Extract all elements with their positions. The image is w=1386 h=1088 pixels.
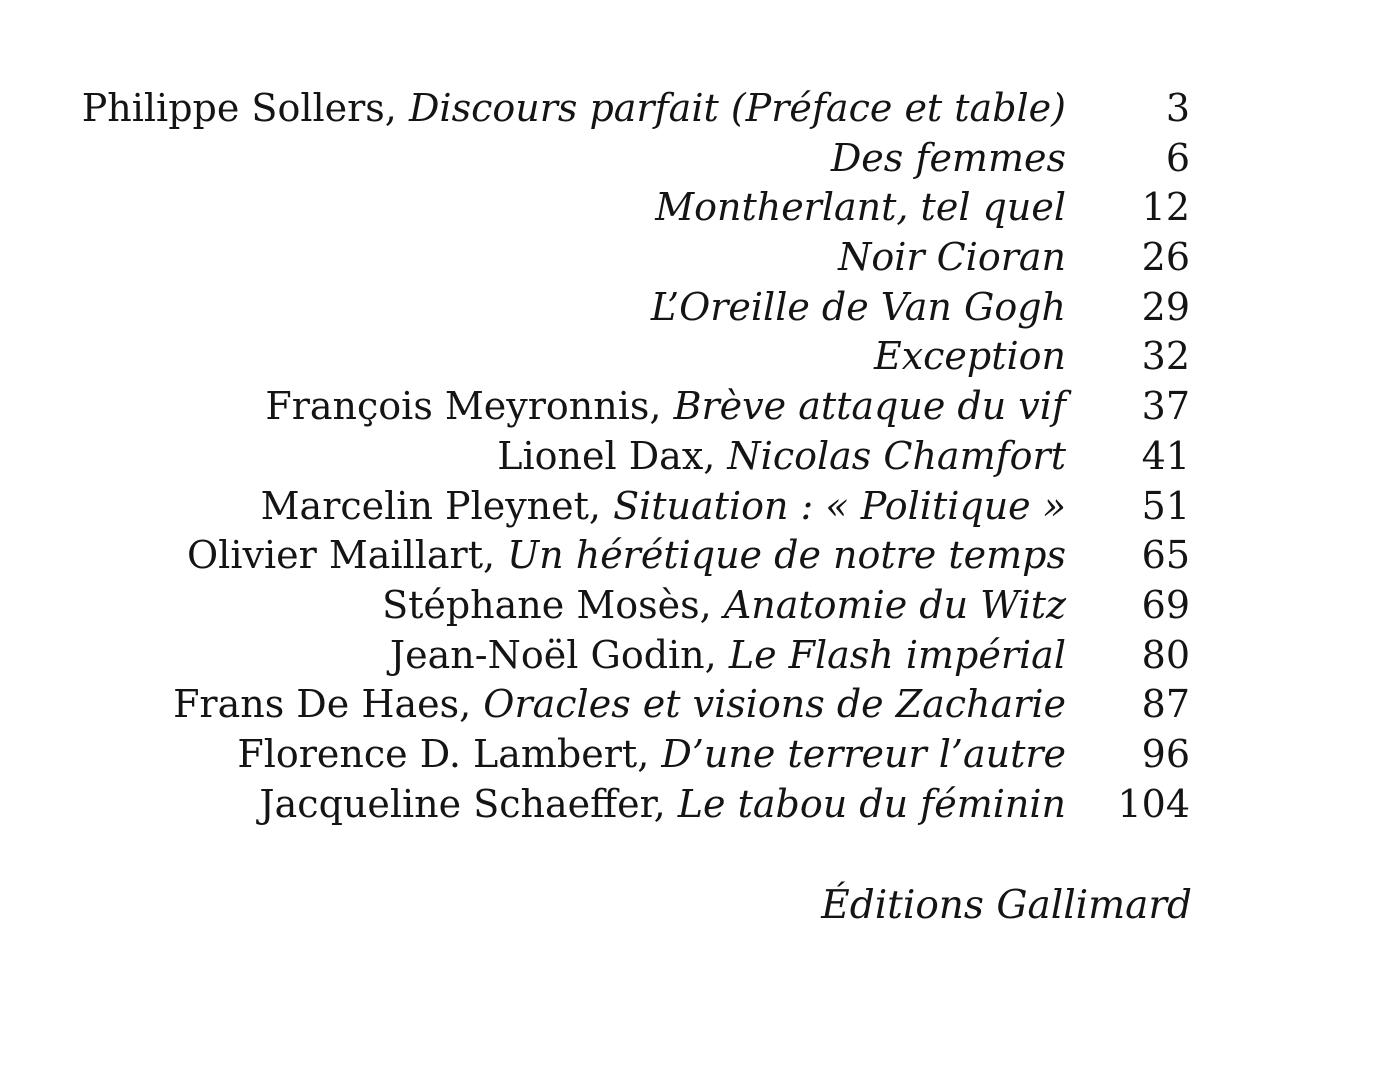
- toc-title: Situation : « Politique »: [613, 483, 1066, 528]
- toc-row: [0, 581, 1386, 631]
- toc-separator: ,: [588, 483, 614, 528]
- toc-entry: [259, 780, 1066, 830]
- toc-title: Oracles et visions de Zacharie: [483, 682, 1066, 727]
- toc-page-number: 37: [1141, 384, 1190, 429]
- toc-entry: [838, 233, 1066, 283]
- toc-entry: [82, 84, 1066, 134]
- toc-title: Le tabou du féminin: [677, 781, 1066, 826]
- toc-separator: ,: [649, 384, 674, 429]
- toc-author: François Meyronnis: [265, 384, 650, 429]
- toc-author: Marcelin Pleynet: [260, 483, 589, 528]
- toc-entry: [831, 134, 1066, 184]
- toc-title: Montherlant, tel quel: [655, 185, 1066, 230]
- toc-page-number: 80: [1141, 632, 1190, 677]
- toc-page-number: 87: [1141, 682, 1190, 727]
- toc-title: Des femmes: [830, 135, 1066, 180]
- toc-row: [0, 730, 1386, 780]
- toc-entry: [261, 482, 1066, 532]
- toc-separator: ,: [482, 533, 508, 578]
- toc-page-number: 26: [1141, 235, 1190, 280]
- toc-author: Olivier Maillart: [187, 533, 483, 578]
- toc-separator: ,: [704, 632, 729, 677]
- toc-row: [0, 531, 1386, 581]
- toc-page-number: 6: [1165, 135, 1190, 180]
- toc-page-number: 41: [1141, 433, 1190, 478]
- toc-title: D’une terreur l’autre: [661, 731, 1066, 776]
- toc-title: Anatomie du Witz: [723, 582, 1066, 627]
- toc-row: [0, 84, 1386, 134]
- toc-entry: [187, 531, 1066, 581]
- toc-title: Brève attaque du vif: [673, 384, 1066, 429]
- toc-separator: ,: [703, 433, 728, 478]
- toc-entry: [382, 581, 1066, 631]
- toc-separator: ,: [384, 86, 409, 130]
- toc-row: [0, 183, 1386, 233]
- toc-page-number: 12: [1141, 185, 1190, 230]
- toc-entry: [497, 432, 1066, 482]
- toc-title: L’Oreille de Van Gogh: [650, 284, 1066, 329]
- toc-page-number: 32: [1141, 334, 1190, 379]
- toc-page-number: 96: [1141, 731, 1190, 776]
- table-of-contents: [0, 84, 1386, 829]
- toc-entry: [874, 332, 1066, 382]
- toc-separator: ,: [699, 582, 724, 627]
- toc-row: [0, 680, 1386, 730]
- toc-page-number: 51: [1141, 483, 1190, 528]
- toc-row: [0, 283, 1386, 333]
- toc-page-number: 3: [1165, 86, 1190, 130]
- toc-entry: [651, 283, 1066, 333]
- toc-page-number: 104: [1117, 781, 1190, 826]
- toc-author: Lionel Dax: [497, 433, 704, 478]
- toc-entry: [390, 631, 1066, 681]
- toc-separator: ,: [637, 731, 662, 776]
- toc-entry: [655, 183, 1066, 233]
- toc-author: Frans De Haes: [173, 682, 460, 727]
- toc-row: [0, 332, 1386, 382]
- toc-title: Nicolas Chamfort: [727, 433, 1066, 478]
- publisher-name: Éditions Gallimard: [821, 883, 1192, 928]
- toc-title: Exception: [873, 334, 1066, 379]
- toc-separator: ,: [653, 781, 678, 826]
- toc-page-number: 65: [1141, 533, 1190, 578]
- toc-author: Florence D. Lambert: [237, 731, 638, 776]
- toc-row: [0, 780, 1386, 830]
- toc-author: Jean-Noël Godin: [389, 632, 705, 677]
- toc-row: [0, 631, 1386, 681]
- toc-title: Discours parfait (Préface et table): [408, 86, 1066, 130]
- toc-title: Le Flash impérial: [728, 632, 1066, 677]
- toc-page-number: 69: [1141, 582, 1190, 627]
- toc-author: Jacqueline Schaeffer: [259, 781, 654, 826]
- toc-entry: [265, 382, 1066, 432]
- toc-separator: ,: [459, 682, 484, 727]
- toc-author: Philippe Sollers: [81, 86, 385, 130]
- toc-row: [0, 382, 1386, 432]
- toc-row: [0, 134, 1386, 184]
- toc-title: Un hérétique de notre temps: [507, 533, 1066, 578]
- toc-title: Noir Cioran: [838, 235, 1066, 280]
- toc-page-number: 29: [1141, 284, 1190, 329]
- toc-row: [0, 233, 1386, 283]
- toc-entry: [237, 730, 1066, 780]
- toc-row: [0, 432, 1386, 482]
- toc-entry: [173, 680, 1066, 730]
- toc-row: [0, 482, 1386, 532]
- toc-author: Stéphane Mosès: [382, 582, 700, 627]
